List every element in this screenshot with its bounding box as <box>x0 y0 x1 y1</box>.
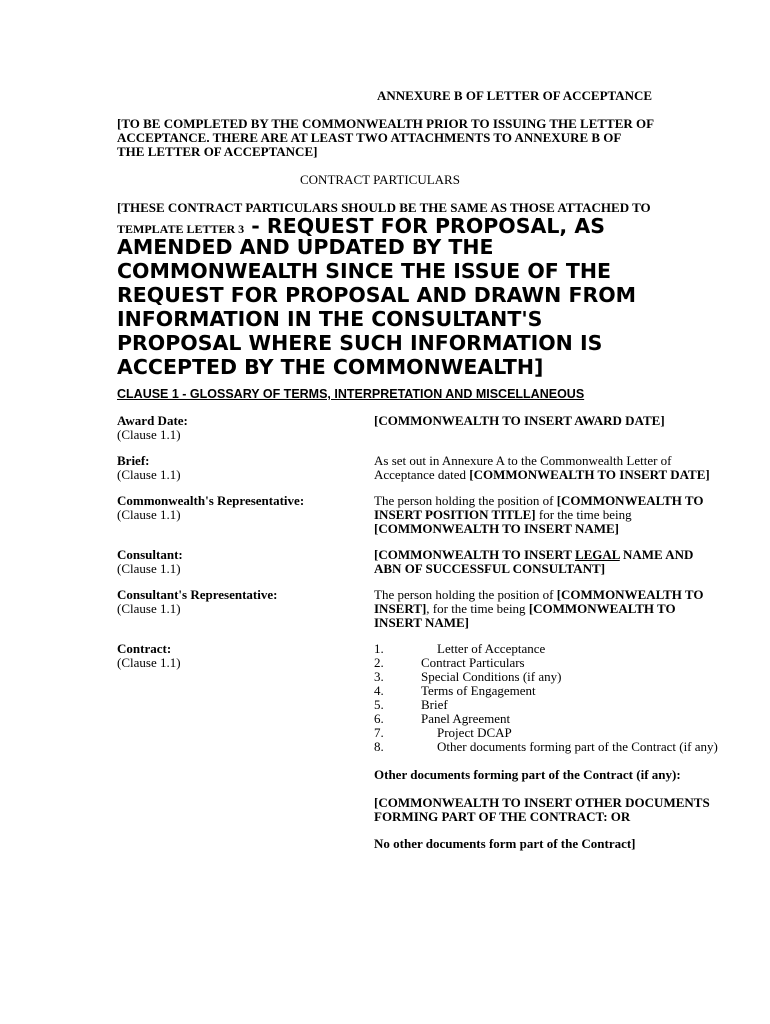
brief-value <box>374 454 724 482</box>
clause-ref: (Clause 1.1) <box>117 655 181 670</box>
clause-ref: (Clause 1.1) <box>117 561 181 576</box>
comm-rep-text: for the time being <box>535 507 632 522</box>
contract-list-item <box>374 726 754 740</box>
contract-list-item <box>374 684 754 698</box>
cons-rep-text: , for the time being <box>426 601 529 616</box>
contract-list-item <box>374 642 754 656</box>
brief-value-line: As set out in Annexure A to the Commonwealth Letter of <box>374 453 672 468</box>
contract-label-block <box>117 642 357 670</box>
brief-label-block <box>117 454 357 482</box>
award-date-label: Award Date: <box>117 413 188 428</box>
list-text: Contract Particulars <box>421 655 525 670</box>
clause-ref: (Clause 1.1) <box>117 507 181 522</box>
comm-rep-text: The person holding the position of <box>374 493 557 508</box>
cons-rep-insert: INSERT] <box>374 601 427 616</box>
cons-rep-text: The person holding the position of <box>374 587 557 602</box>
cons-rep-line <box>374 588 724 602</box>
other-documents-insert <box>374 796 710 824</box>
contract-list-item <box>374 698 754 712</box>
clause-heading: CLAUSE 1 - GLOSSARY OF TERMS, INTERPRETATION AND MISCELLANEOUS <box>117 387 585 401</box>
cons-rep-label-block <box>117 588 357 616</box>
intro-line: [TO BE COMPLETED BY THE COMMONWEALTH PRIOR TO ISSUING THE LETTER OF <box>117 116 655 131</box>
contract-label: Contract: <box>117 641 172 656</box>
note-big-line: AMENDED AND UPDATED BY THE <box>117 235 494 259</box>
contract-list-item <box>374 656 754 670</box>
note-line-1: [THESE CONTRACT PARTICULARS SHOULD BE THE SAME AS THOSE ATTACHED TO <box>117 200 651 215</box>
note-small-text: TEMPLATE LETTER 3 <box>117 222 245 236</box>
comm-rep-label-block <box>117 494 357 522</box>
intro-paragraph <box>117 117 654 159</box>
comm-rep-label: Commonwealth's Representative: <box>117 493 305 508</box>
intro-line: THE LETTER OF ACCEPTANCE] <box>117 144 318 159</box>
award-date-value: [COMMONWEALTH TO INSERT AWARD DATE] <box>374 413 665 428</box>
contract-list-item <box>374 670 754 684</box>
cons-rep-insert: [COMMONWEALTH TO <box>528 601 676 616</box>
brief-value-line <box>374 468 724 482</box>
section-title: CONTRACT PARTICULARS <box>300 172 460 187</box>
list-number: 7. <box>374 725 384 740</box>
list-text: Brief <box>421 697 448 712</box>
consultant-line <box>374 548 724 562</box>
other-documents-heading: Other documents forming part of the Contract (if any): <box>374 767 681 782</box>
cons-rep-value <box>374 588 724 630</box>
note-big-text: - REQUEST FOR PROPOSAL, AS <box>244 214 605 238</box>
contract-list <box>374 642 754 754</box>
list-text: Letter of Acceptance <box>437 641 546 656</box>
brief-value-insert: [COMMONWEALTH TO INSERT DATE] <box>469 467 710 482</box>
cons-rep-insert: INSERT NAME] <box>374 615 470 630</box>
comm-rep-line <box>374 508 724 522</box>
list-number: 6. <box>374 711 384 726</box>
consultant-text: [COMMONWEALTH TO INSERT <box>374 547 575 562</box>
cons-rep-insert: [COMMONWEALTH TO <box>556 587 704 602</box>
list-number: 2. <box>374 655 384 670</box>
contract-list-item <box>374 712 754 726</box>
list-text: Project DCAP <box>437 725 512 740</box>
brief-value-text: Acceptance dated <box>374 467 470 482</box>
list-number: 1. <box>374 641 384 656</box>
award-date-label-block <box>117 414 357 442</box>
consultant-line: ABN OF SUCCESSFUL CONSULTANT] <box>374 561 606 576</box>
note-big-block <box>117 235 636 379</box>
annexure-title: ANNEXURE B OF LETTER OF ACCEPTANCE <box>377 88 653 103</box>
consultant-label-block <box>117 548 357 576</box>
list-number: 3. <box>374 669 384 684</box>
cons-rep-line <box>374 602 724 616</box>
note-big-line: COMMONWEALTH SINCE THE ISSUE OF THE <box>117 259 612 283</box>
intro-line: ACCEPTANCE. THERE ARE AT LEAST TWO ATTACHMENTS TO ANNEXURE B OF <box>117 130 622 145</box>
note-big-line: PROPOSAL WHERE SUCH INFORMATION IS <box>117 331 603 355</box>
comm-rep-value <box>374 494 724 536</box>
consultant-value <box>374 548 724 576</box>
no-other-documents: No other documents form part of the Contract] <box>374 836 636 851</box>
cons-rep-label: Consultant's Representative: <box>117 587 278 602</box>
comm-rep-insert: INSERT POSITION TITLE] <box>374 507 536 522</box>
insert-line: FORMING PART OF THE CONTRACT: OR <box>374 809 631 824</box>
comm-rep-insert: [COMMONWEALTH TO <box>556 493 704 508</box>
list-text: Terms of Engagement <box>421 683 536 698</box>
note-big-line: REQUEST FOR PROPOSAL AND DRAWN FROM <box>117 283 637 307</box>
consultant-label: Consultant: <box>117 547 183 562</box>
list-text: Other documents forming part of the Contract (if any) <box>437 739 718 754</box>
insert-line: [COMMONWEALTH TO INSERT OTHER DOCUMENTS <box>374 795 710 810</box>
consultant-legal: LEGAL <box>574 547 620 562</box>
list-text: Special Conditions (if any) <box>421 669 562 684</box>
brief-label: Brief: <box>117 453 150 468</box>
clause-ref: (Clause 1.1) <box>117 467 181 482</box>
list-number: 4. <box>374 683 384 698</box>
list-text: Panel Agreement <box>421 711 511 726</box>
note-big-line: INFORMATION IN THE CONSULTANT'S <box>117 307 543 331</box>
clause-ref: (Clause 1.1) <box>117 601 181 616</box>
note-big-line: ACCEPTED BY THE COMMONWEALTH] <box>117 355 544 379</box>
list-number: 8. <box>374 739 384 754</box>
clause-ref: (Clause 1.1) <box>117 427 181 442</box>
list-number: 5. <box>374 697 384 712</box>
comm-rep-line <box>374 494 724 508</box>
consultant-text: NAME AND <box>619 547 694 562</box>
contract-list-item <box>374 740 754 754</box>
comm-rep-insert: [COMMONWEALTH TO INSERT NAME] <box>374 521 620 536</box>
